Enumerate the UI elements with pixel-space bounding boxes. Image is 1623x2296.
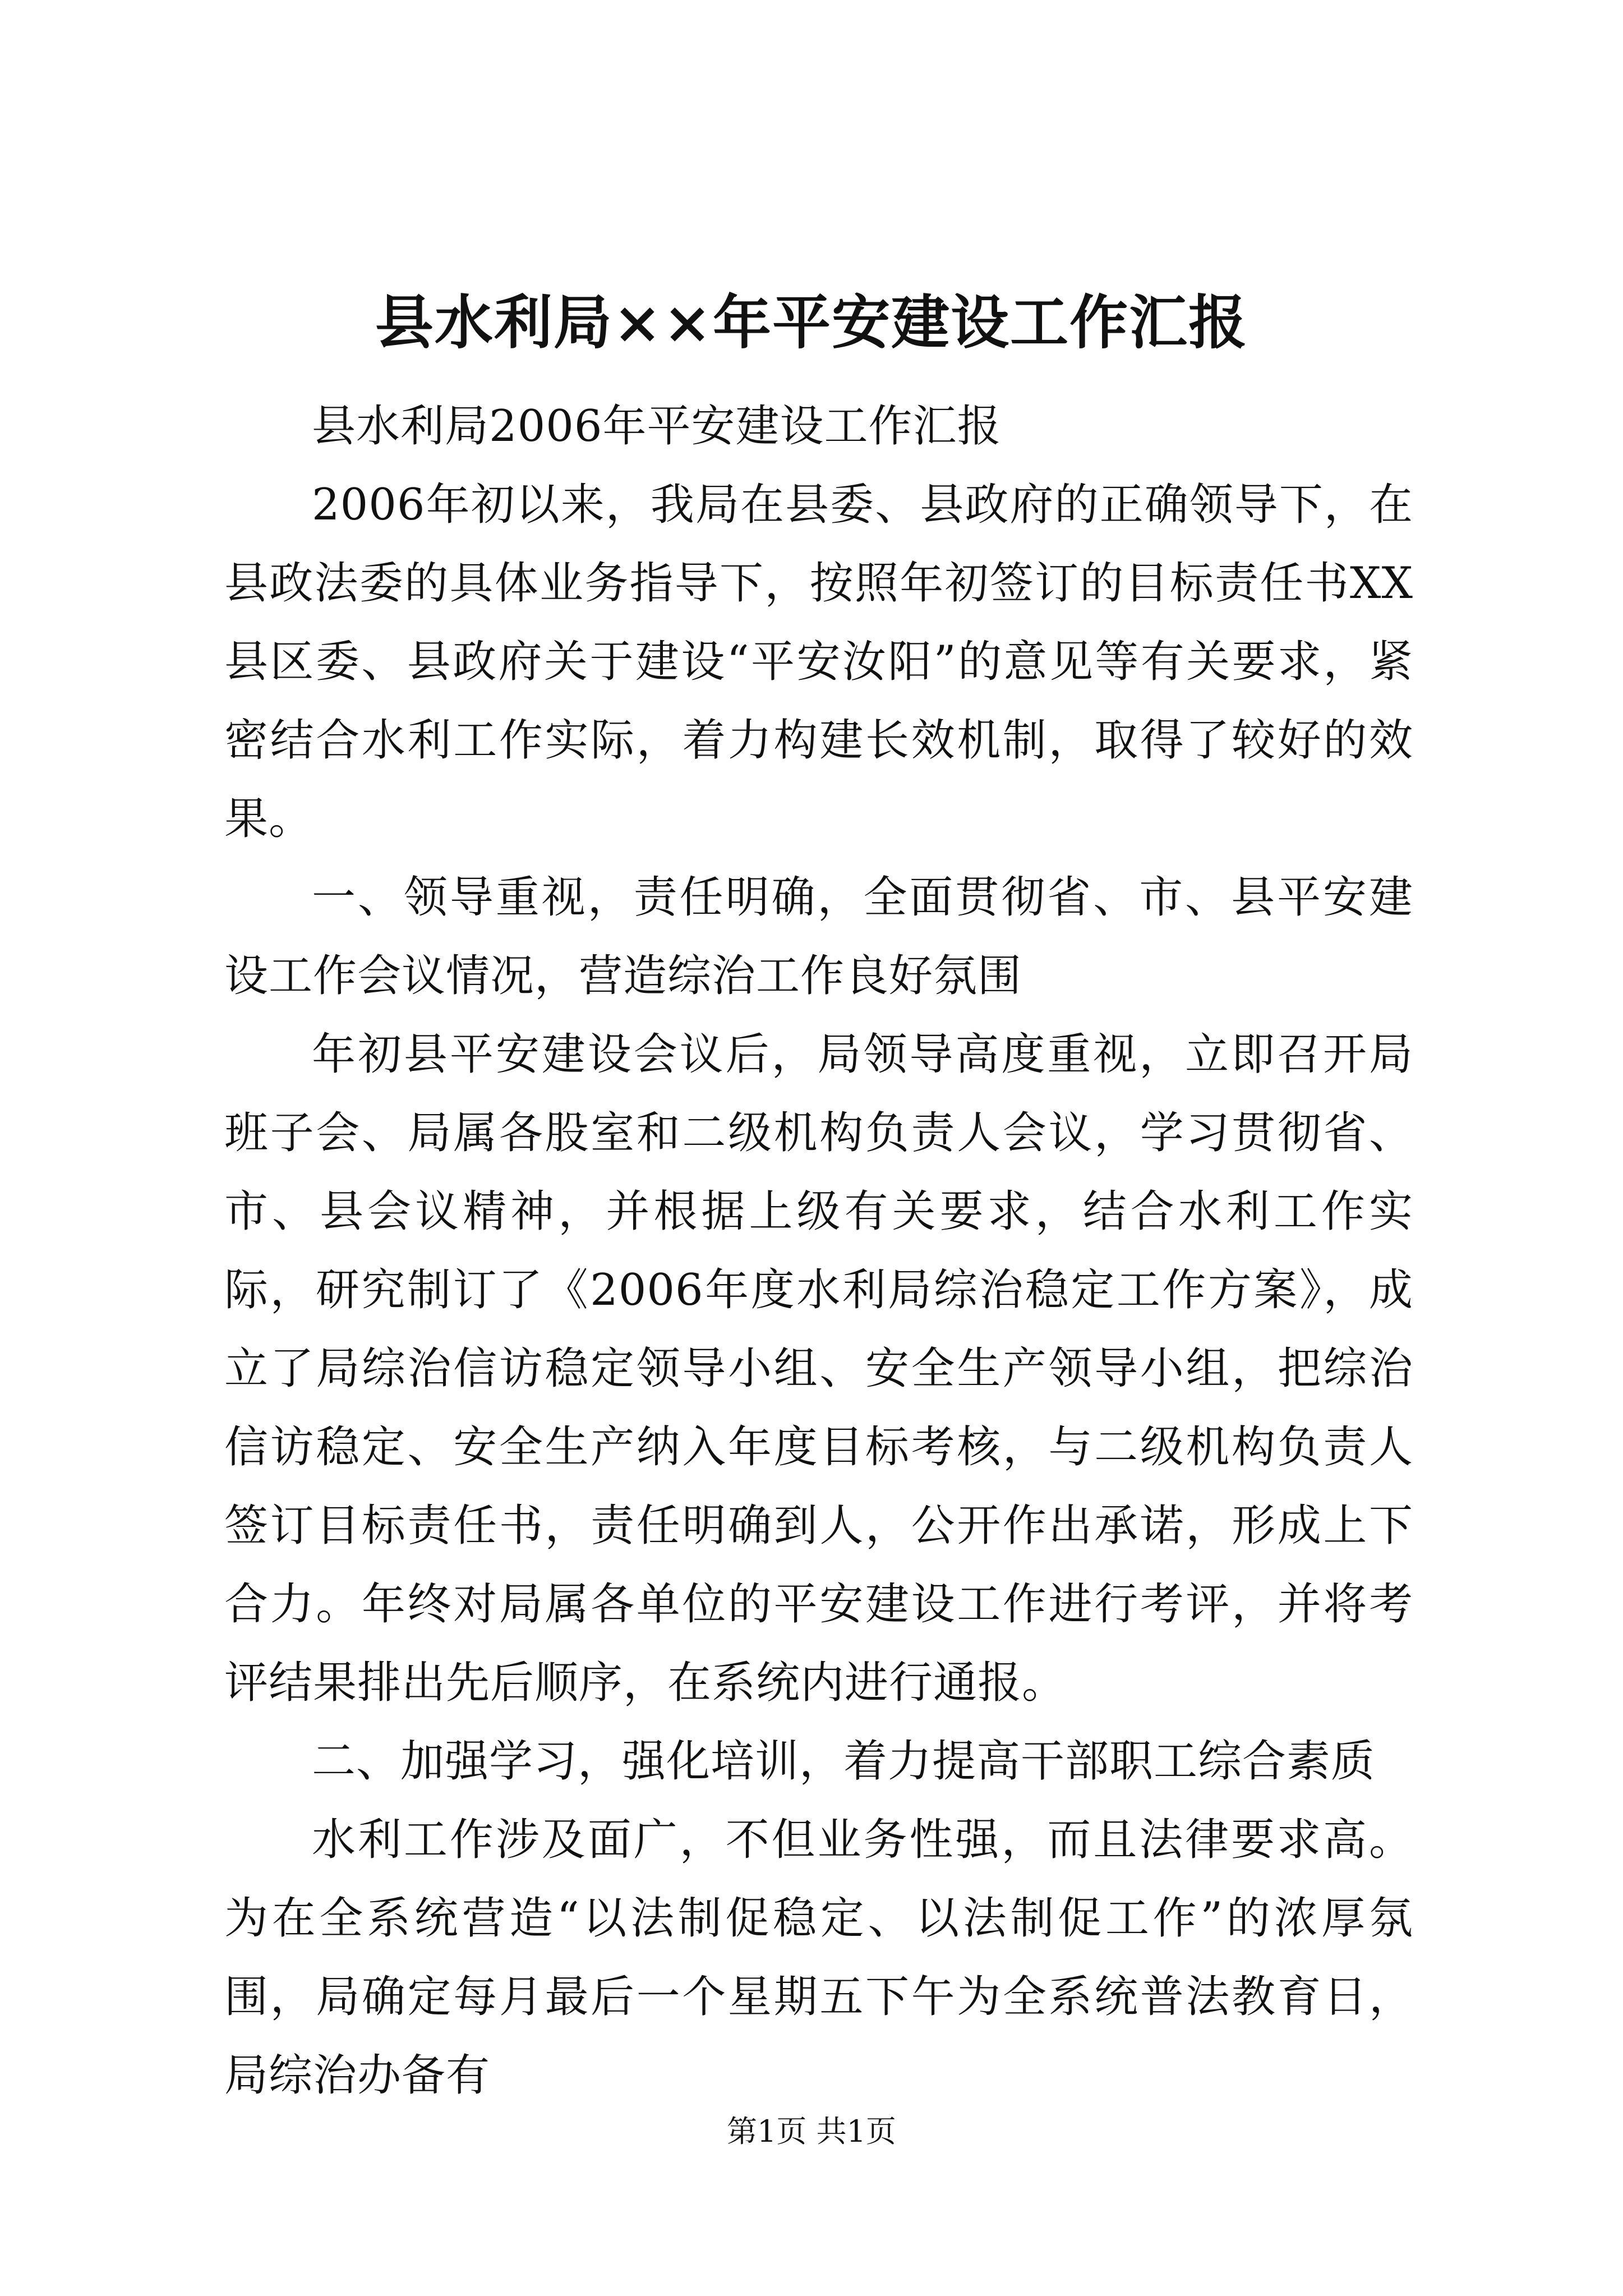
document-body — [224, 387, 1413, 2115]
paragraph-section-2: 水利工作涉及面广，不但业务性强，而且法律要求高。为在全系统营造“以法制促稳定、以法制促工作”的浓厚氛围，局确定每月最后一个星期五下午为全系统普法教育日，局综治办备有 — [224, 1815, 1413, 2101]
paragraph-subtitle: 县水利局2006年平安建设工作汇报 — [312, 401, 1002, 452]
document-title: 县水利局××年平安建设工作汇报 — [375, 288, 1248, 357]
paragraph-intro: 2006年初以来，我局在县委、县政府的正确领导下，在县政法委的具体业务指导下，按照年初签订的目标责任书XX县区委、县政府关于建设“平安汝阳”的意见等有关要求，紧密结合水利工作实际，着力构建长效机制，取得了较好的效果。 — [224, 480, 1413, 844]
section-heading-2: 二、加强学习，强化培训，着力提高干部职工综合素质 — [312, 1736, 1376, 1787]
paragraph-section-1: 年初县平安建设会议后，局领导高度重视，立即召开局班子会、局属各股室和二级机构负责人会议，学习贯彻省、市、县会议精神，并根据上级有关要求，结合水利工作实际，研究制订了《2006年度水利局综治稳定工作方案》，成立了局综治信访稳定领导小组、安全生产领导小组，把综治信访稳定、安全生产纳入年度目标考核，与二级机构负责人签订目标责任书，责任明确到人，公开作出承诺，形成上下合力。年终对局属各单位的平安建设工作进行考评，并将考评结果排出先后顺序，在系统内进行通报。 — [224, 1029, 1413, 1708]
section-heading-1: 一、领导重视，责任明确，全面贯彻省、市、县平安建设工作会议情况，营造综治工作良好氛围 — [224, 872, 1413, 1001]
page-footer: 第1页 共1页 — [727, 2114, 896, 2149]
